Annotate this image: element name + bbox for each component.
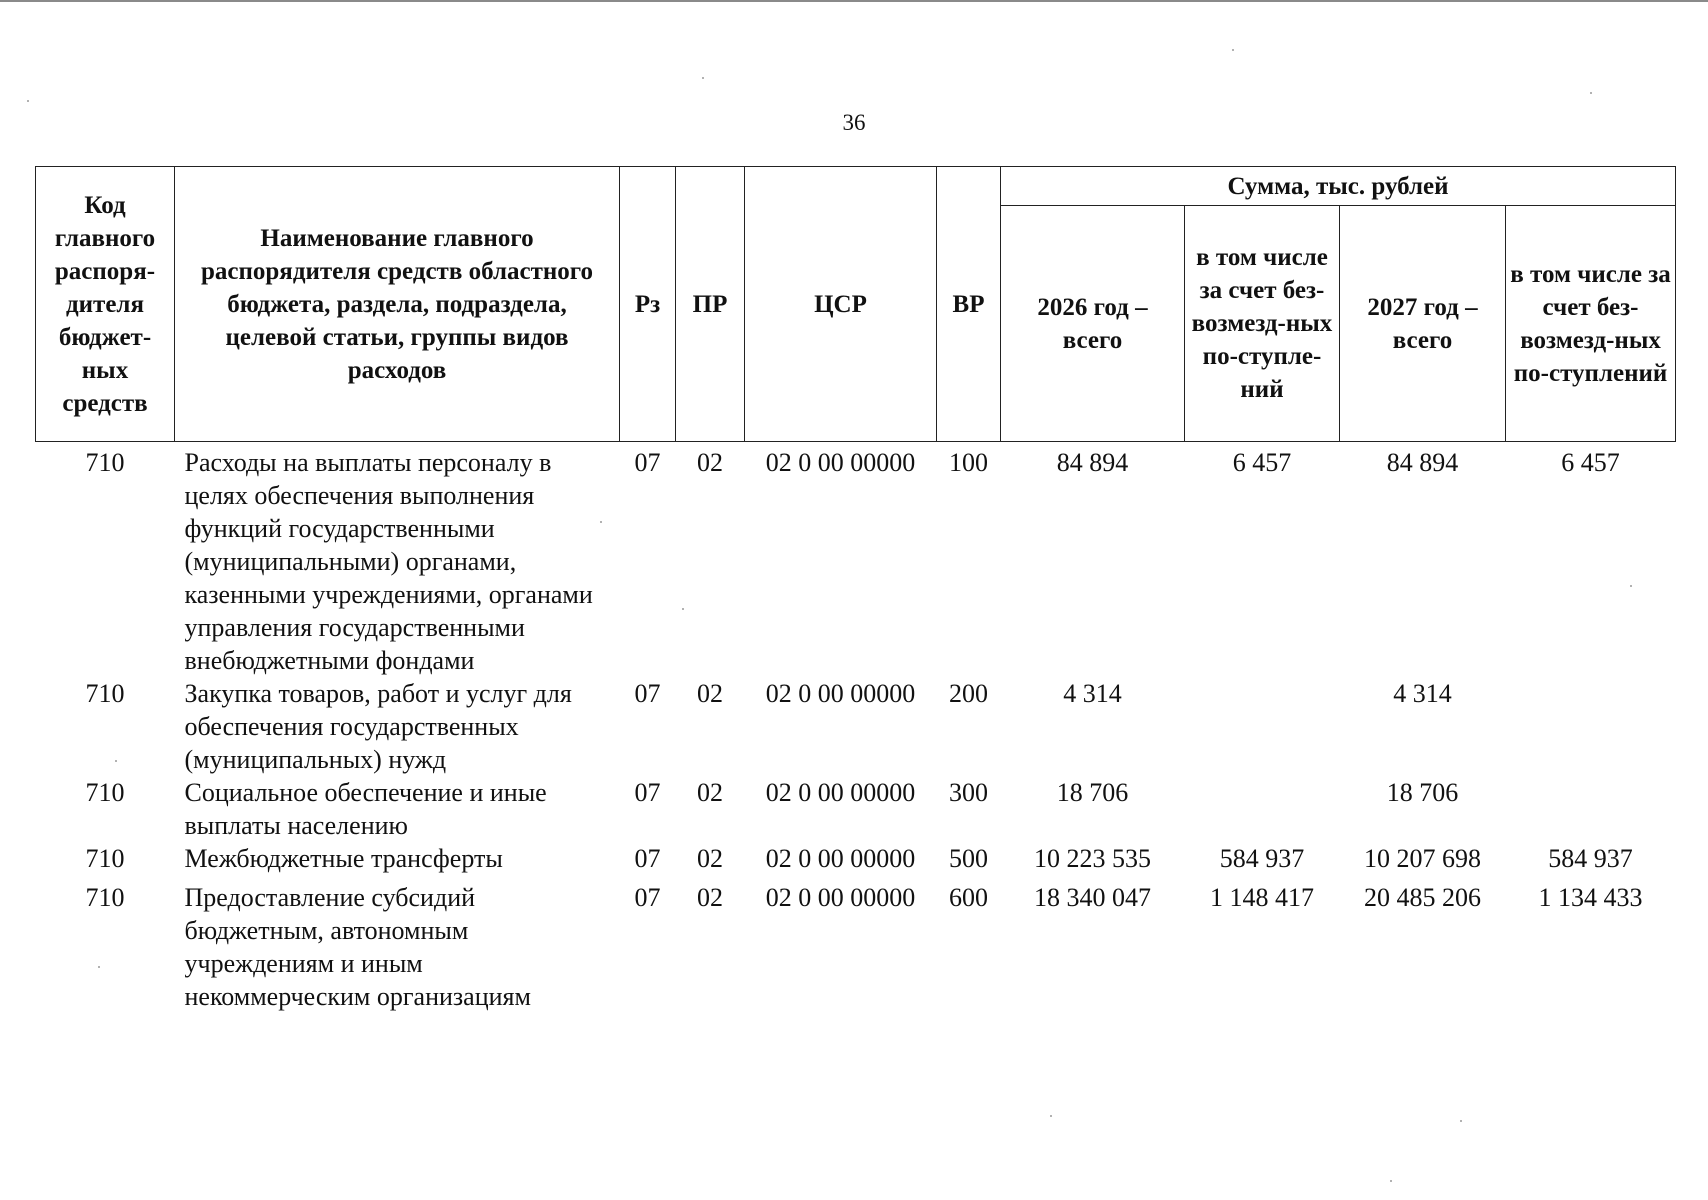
cell-2026-total: 18 706: [1056, 778, 1129, 807]
cell-2027-total: 84 894: [1386, 448, 1459, 477]
header-2026-free: в том числе за счет без-возмезд-ных по-ступле-ний: [1185, 206, 1340, 442]
cell-2027-total: 10 207 698: [1364, 844, 1481, 873]
page-number: 36: [842, 110, 866, 135]
cell-code: 710: [85, 679, 125, 708]
scan-speck: [98, 966, 100, 968]
table-row: [36, 677, 1676, 776]
cell-2027-free: 584 937: [1548, 844, 1633, 873]
cell-2026-total: 84 894: [1056, 448, 1129, 477]
header-sum-group: Сумма, тыс. рублей: [1001, 167, 1676, 206]
table-row: [36, 875, 1676, 1013]
cell-pr: 02: [697, 679, 723, 708]
cell-name: Расходы на выплаты персоналу в целях обеспечения выполнения функций государственными (муниципальными) органами, казенными учреждениями, органами управления государственными внебюджетными фондами: [184, 448, 593, 675]
table-row: [36, 442, 1676, 678]
cell-code: 710: [85, 844, 125, 873]
header-csr: ЦСР: [745, 167, 937, 442]
scan-speck: [1390, 1180, 1392, 1182]
header-2026-total: 2026 год – всего: [1001, 206, 1185, 442]
cell-csr: 02 0 00 00000: [765, 778, 916, 807]
cell-name: Межбюджетные трансферты: [184, 844, 503, 873]
cell-2027-total: 20 485 206: [1364, 883, 1481, 912]
cell-2027-total: 18 706: [1386, 778, 1459, 807]
cell-vr: 500: [949, 844, 988, 873]
cell-name: Предоставление субсидий бюджетным, автономным учреждениям и иным некоммерческим организациям: [184, 883, 531, 1011]
cell-2026-free: [1185, 776, 1340, 842]
table-body: [36, 442, 1676, 1014]
cell-name: Закупка товаров, работ и услуг для обеспечения государственных (муниципальных) нужд: [184, 679, 572, 774]
cell-pr: 02: [697, 883, 723, 912]
cell-rz: 07: [634, 778, 661, 807]
cell-2026-total: 10 223 535: [1034, 844, 1151, 873]
cell-rz: 07: [634, 679, 661, 708]
scan-speck: [1460, 1120, 1462, 1122]
scan-speck: [115, 760, 117, 762]
cell-name: Социальное обеспечение и иные выплаты населению: [184, 778, 547, 840]
table-row: [36, 776, 1676, 842]
cell-2026-free: [1185, 677, 1340, 776]
cell-vr: 600: [949, 883, 988, 912]
cell-2027-free: [1506, 677, 1676, 776]
cell-2026-total: 18 340 047: [1034, 883, 1151, 912]
scan-speck: [1050, 1115, 1052, 1117]
header-pr: ПР: [676, 167, 745, 442]
table-header: [36, 167, 1676, 442]
header-code: Код главного распоря-дителя бюджет-ных средств: [36, 167, 175, 442]
scan-speck: [27, 100, 29, 102]
header-vr: ВР: [937, 167, 1001, 442]
cell-csr: 02 0 00 00000: [765, 448, 916, 477]
cell-2027-total: 4 314: [1393, 679, 1452, 708]
cell-rz: 07: [634, 883, 661, 912]
scan-speck: [1630, 585, 1632, 587]
cell-pr: 02: [697, 778, 723, 807]
budget-table: [35, 166, 1676, 1013]
header-rz: Рз: [620, 167, 676, 442]
scan-speck: [682, 608, 684, 610]
cell-csr: 02 0 00 00000: [765, 844, 916, 873]
cell-csr: 02 0 00 00000: [765, 883, 916, 912]
cell-2027-free: 6 457: [1561, 448, 1620, 477]
cell-vr: 100: [949, 448, 988, 477]
header-name: Наименование главного распорядителя средств областного бюджета, раздела, подраздела, целевой статьи, группы видов расходов: [175, 167, 620, 442]
page-top-edge: [0, 0, 1708, 2]
table-row: [36, 842, 1676, 875]
header-2027-total: 2027 год – всего: [1340, 206, 1506, 442]
scan-speck: [1590, 92, 1592, 94]
cell-pr: 02: [697, 844, 723, 873]
cell-2027-free: 1 134 433: [1538, 883, 1643, 912]
cell-2026-free: 1 148 417: [1210, 883, 1314, 912]
scan-speck: [600, 521, 602, 523]
scan-speck: [1232, 49, 1234, 51]
cell-csr: 02 0 00 00000: [765, 679, 916, 708]
cell-code: 710: [85, 883, 125, 912]
cell-pr: 02: [697, 448, 723, 477]
scan-speck: [702, 77, 704, 79]
cell-code: 710: [85, 778, 125, 807]
cell-2027-free: [1506, 776, 1676, 842]
cell-2026-total: 4 314: [1063, 679, 1122, 708]
cell-vr: 300: [949, 778, 988, 807]
cell-rz: 07: [634, 448, 661, 477]
cell-vr: 200: [949, 679, 988, 708]
cell-2026-free: 6 457: [1232, 448, 1292, 477]
cell-rz: 07: [634, 844, 661, 873]
cell-code: 710: [85, 448, 125, 477]
cell-2026-free: 584 937: [1219, 844, 1305, 873]
header-2027-free: в том числе за счет без-возмезд-ных по-ступлений: [1506, 206, 1676, 442]
